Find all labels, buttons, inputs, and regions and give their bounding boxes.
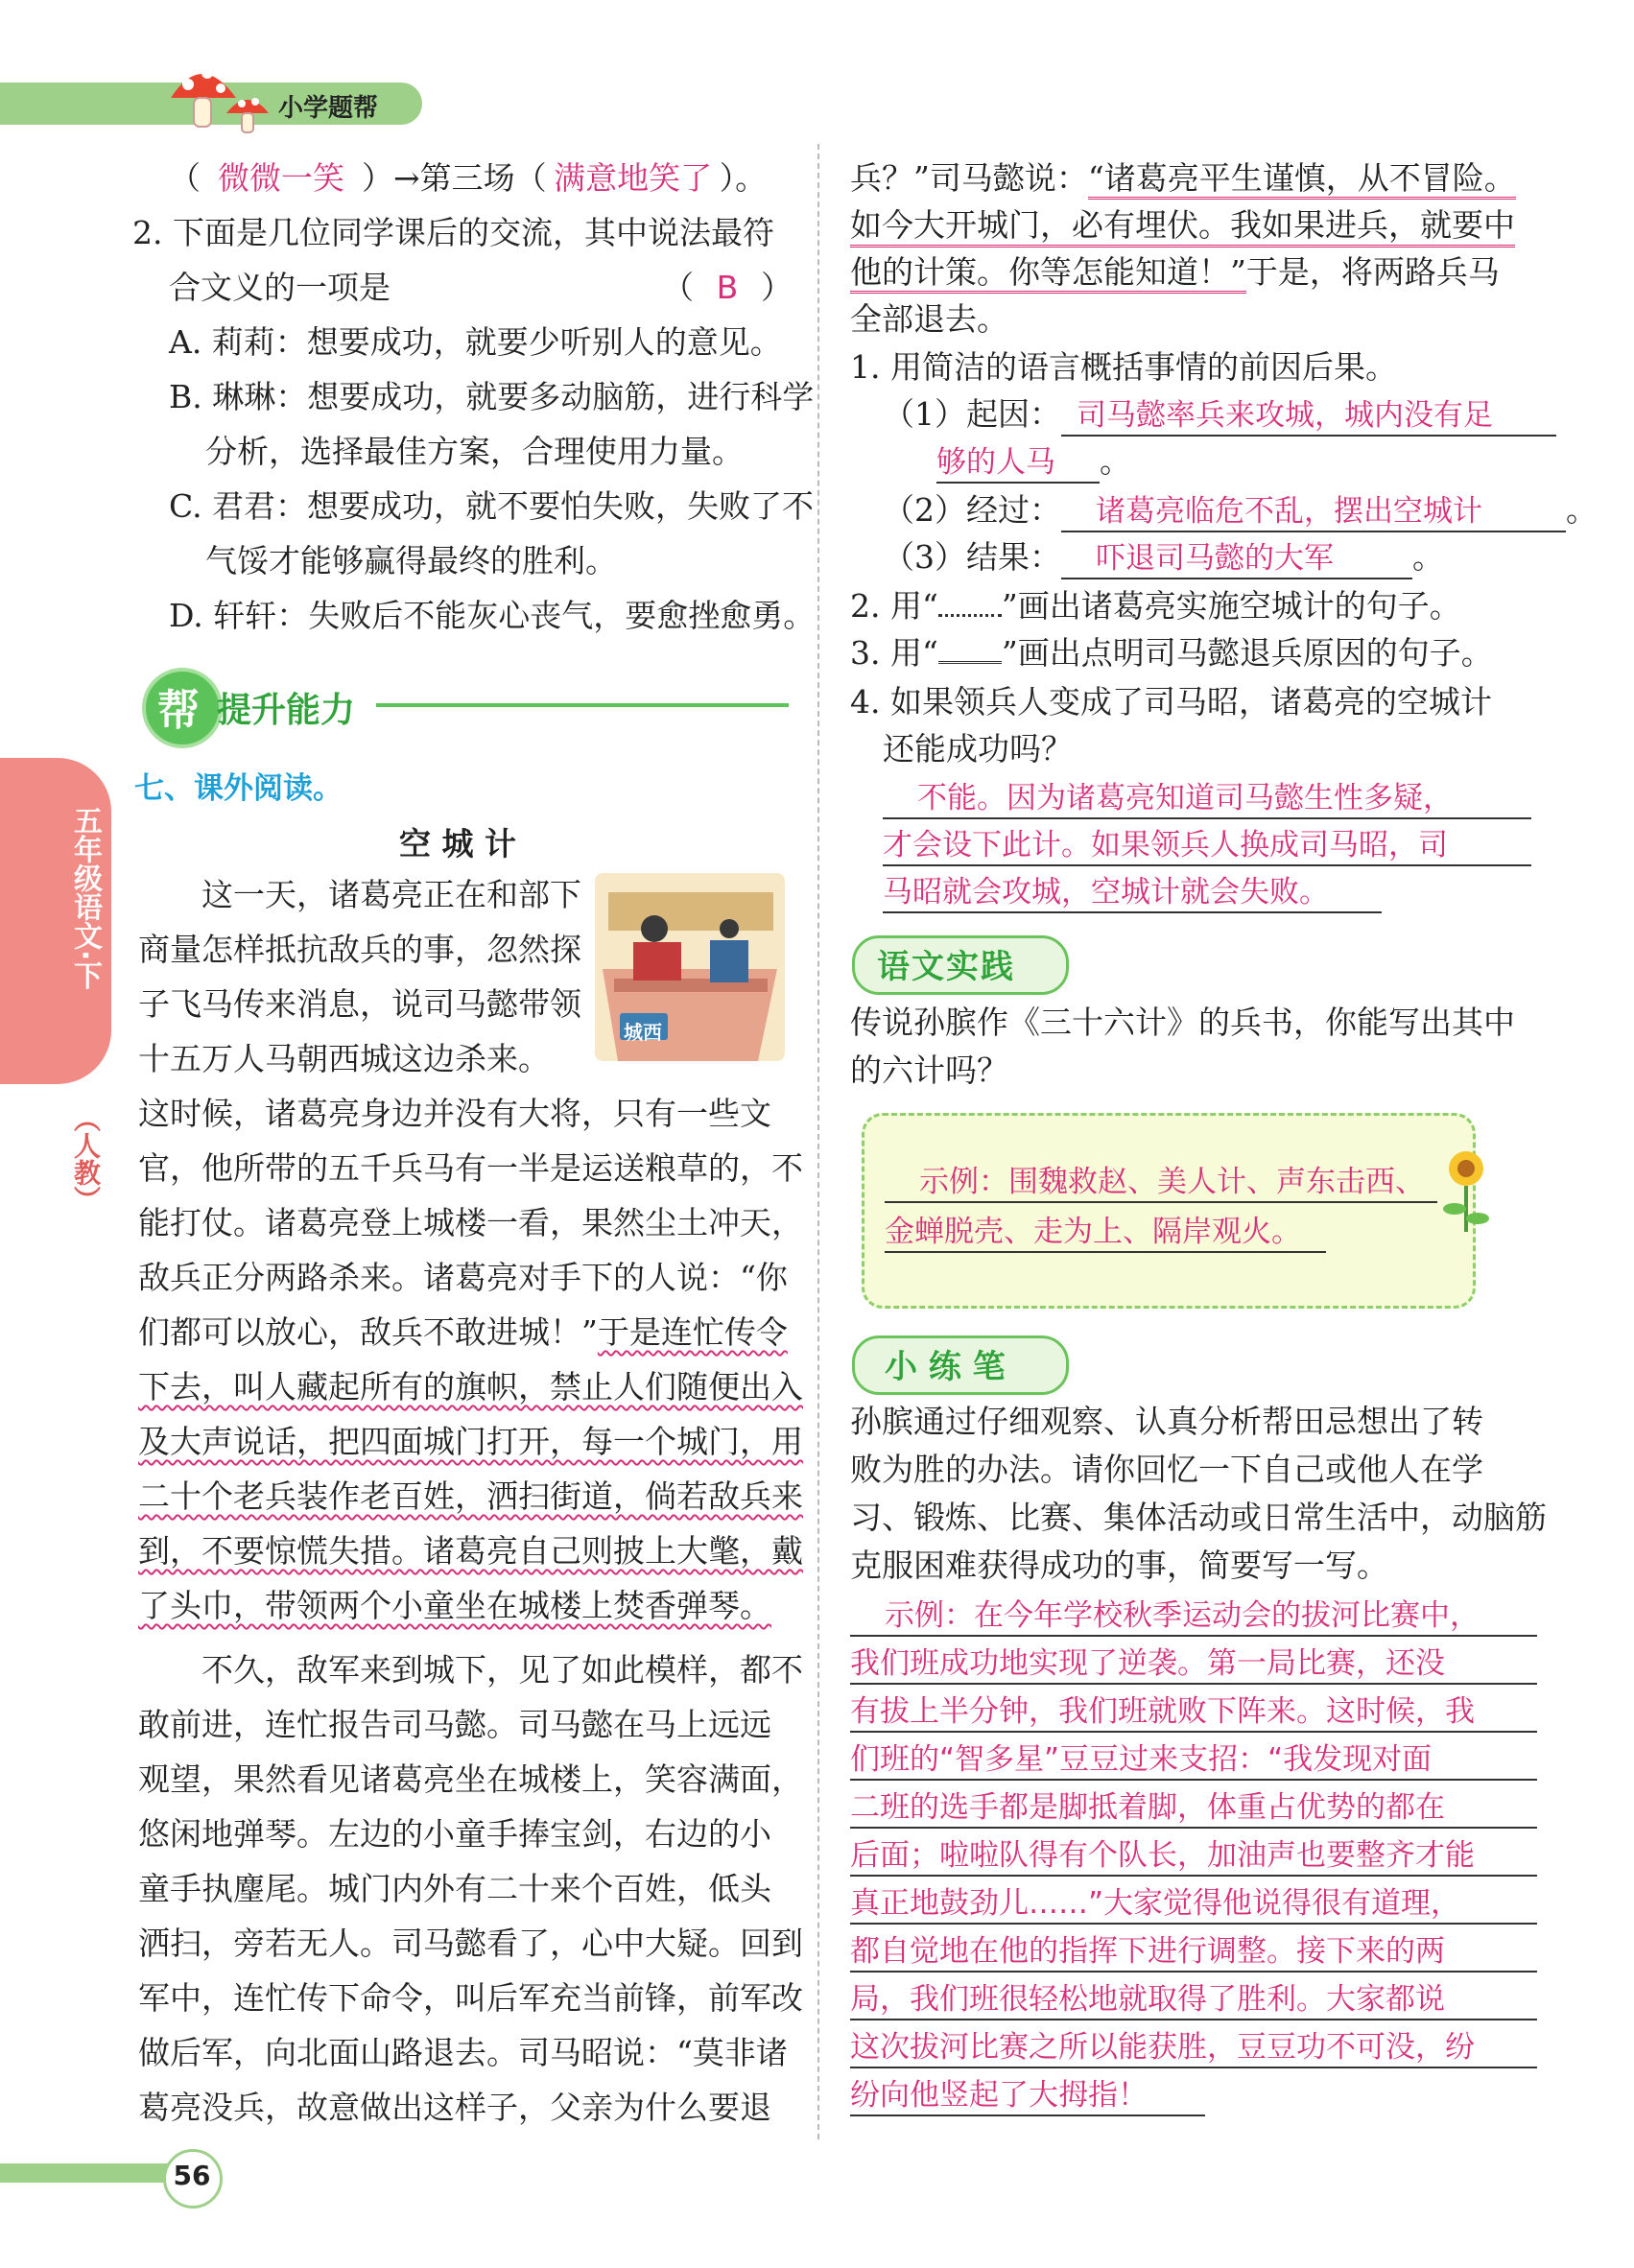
writing-q: 孙膑通过仔细观察、认真分析帮田忌想出了转: [850, 1403, 1483, 1440]
q2-option-c-cont: 气馁才能够赢得最终的胜利。: [205, 542, 617, 579]
story-line: 们都可以放心，敌兵不敢进城！”于是连忙传令: [138, 1313, 788, 1351]
writing-answer: 这次拔河比赛之所以能获胜，豆豆功不可没，纷: [850, 2028, 1537, 2068]
writing-answer: 真正地鼓劲儿……”大家觉得他说得很有道理，: [850, 1884, 1537, 1925]
q1-tail: （ 微微一笑 ）→第三场（ 满意地笑了 ）。: [169, 159, 768, 197]
story-line: 不久，敌军来到城下，见了如此模样，都不: [201, 1651, 803, 1689]
q2-option-a: A. 莉莉：想要成功，就要少听别人的意见。: [169, 323, 782, 361]
story-line: 能打仗。诸葛亮登上城楼一看，果然尘土冲天，: [138, 1204, 803, 1241]
writing-answer: 后面；啦啦队得有个队长，加油声也要整齐才能: [850, 1836, 1537, 1877]
rq4-answer: 马昭就会攻城，空城计就会失败。: [883, 873, 1382, 913]
writing-answer: 示例：在今年学校秋季运动会的拔河比赛中，: [850, 1596, 1537, 1637]
footer-bar: [0, 2163, 182, 2183]
column-divider: [817, 144, 819, 2139]
story-line: 敌兵正分两路杀来。诸葛亮对手下的人说：“你: [138, 1259, 788, 1296]
story-line: 军中，连忙传下命令，叫后军充当前锋，前军改: [138, 1979, 803, 2017]
rq4-answer: 才会设下此计。如果领兵人换成司马昭，司: [883, 826, 1531, 866]
story-line: 悠闲地弹琴。左边的小童手捧宝剑，右边的小: [138, 1815, 771, 1853]
brand-label: 小学题帮: [278, 94, 379, 123]
mushroom-icon: [163, 56, 278, 142]
writing-answer: 们班的“智多星”豆豆过来支招：“我发现对面: [850, 1740, 1537, 1781]
story-title: 空 城 计: [399, 825, 516, 862]
story-cont-line: 全部退去。: [850, 300, 1008, 338]
section-badge-char: 帮: [157, 686, 200, 735]
illustration-caption: 城西: [624, 1021, 662, 1044]
writing-answer: 我们班成功地实现了逆袭。第一局比赛，还没: [850, 1644, 1537, 1685]
story-line: 童手执麈尾。城门内外有二十来个百姓，低头: [138, 1870, 771, 1907]
sunflower-icon: [1437, 1147, 1495, 1234]
side-tab-edition: （人教）: [70, 1105, 102, 1213]
writing-answer: 二班的选手都是脚抵着脚，体重占优势的都在: [850, 1788, 1537, 1829]
story-line: 商量怎样抵抗敌兵的事，忽然探: [138, 931, 581, 968]
story-line: 十五万人马朝西城这边杀来。: [138, 1040, 550, 1077]
rq1-result: （3）结果： 吓退司马懿的大军 。: [883, 538, 1444, 579]
story-line-marked: 及大声说话，把四面城门打开，每一个城门，用: [138, 1423, 803, 1460]
q2-answer-paren: （ B ）: [662, 269, 793, 306]
story-cont-line: 他的计策。你等怎能知道！”于是，将两路兵马: [850, 253, 1500, 292]
writing-q: 克服困难获得成功的事，简要写一写。: [850, 1547, 1388, 1584]
story-line: 官，他所带的五千兵马有一半是运送粮草的，不: [138, 1149, 803, 1187]
rq4-answer: 不能。因为诸葛亮知道司马懿生性多疑，: [883, 779, 1531, 819]
story-line-marked: 了头巾，带领两个小童坐在城楼上焚香弹琴。: [138, 1587, 771, 1624]
section-rule: [376, 703, 789, 707]
story-cont-line: 兵？”司马懿说：“诸葛亮平生谨慎，从不冒险。: [850, 159, 1516, 198]
q7-title: 七、课外阅读。: [134, 771, 343, 806]
rq4-line1: 4. 如果领兵人变成了司马昭，诸葛亮的空城计: [850, 683, 1492, 721]
story-cont-line: 如今大开城门，必有埋伏。我如果进兵，就要中: [850, 206, 1515, 248]
writing-answer: 局，我们班很轻松地就取得了胜利。大家都说: [850, 1980, 1537, 2020]
rq1-cause: （1）起因： 司马懿率兵来攻城，城内没有足: [883, 395, 1556, 437]
story-line-marked: 到，不要惊慌失措。诸葛亮自己则披上大氅，戴: [138, 1532, 803, 1570]
practice-title: 语文实践: [877, 948, 1015, 986]
story-line-marked: 下去，叫人藏起所有的旗帜，禁止人们随便出入: [138, 1368, 803, 1406]
rq1: 1. 用简洁的语言概括事情的前因后果。: [850, 348, 1397, 386]
writing-title: 小 练 笔: [885, 1348, 1006, 1386]
writing-q: 习、锻炼、比赛、集体活动或日常生活中，动脑筋: [850, 1499, 1547, 1536]
writing-q: 败为胜的办法。请你回忆一下自己或他人在学: [850, 1451, 1483, 1488]
rq4-line2: 还能成功吗？: [883, 730, 1073, 768]
q2-option-d: D. 轩轩：失败后不能灰心丧气，要愈挫愈勇。: [169, 597, 816, 634]
q2-option-b-cont: 分析，选择最佳方案，合理使用力量。: [205, 433, 744, 470]
story-line: 这时候，诸葛亮身边并没有大将，只有一些文: [138, 1095, 771, 1132]
writing-answer: 纷向他竖起了大拇指！: [850, 2076, 1205, 2116]
story-line: 子飞马传来消息，说司马懿带领: [138, 985, 581, 1023]
q2-answer: B: [716, 269, 739, 306]
practice-q: 传说孙膑作《三十六计》的兵书，你能写出其中: [850, 1004, 1515, 1041]
q2-line2: 合文义的一项是: [169, 269, 391, 306]
story-line: 这一天，诸葛亮正在和部下: [201, 876, 581, 913]
writing-answer: 都自觉地在他的指挥下进行调整。接下来的两: [850, 1932, 1537, 1973]
story-line: 做后军，向北面山路退去。司马昭说：“莫非诸: [138, 2034, 788, 2071]
page-number: 56: [173, 2160, 211, 2191]
rq2: 2. 用“ ”画出诸葛亮实施空城计的句子。: [850, 587, 1461, 625]
rq3: 3. 用“ ”画出点明司马懿退兵原因的句子。: [850, 634, 1493, 672]
rq1-cause-cont: 够的人马 。: [936, 442, 1131, 484]
side-tab-grade: 五年级语文·下: [68, 806, 102, 990]
story-line-marked: 二十个老兵装作老百姓，洒扫街道，倘若敌兵来: [138, 1477, 803, 1515]
practice-answer-box: [862, 1113, 1476, 1309]
practice-q: 的六计吗？: [850, 1051, 1008, 1089]
practice-answer: 示例：围魏救赵、美人计、声东击西、: [885, 1163, 1437, 1203]
story-line: 敢前进，连忙报告司马懿。司马懿在马上远远: [138, 1706, 771, 1743]
story-line: 葛亮没兵，故意做出这样子，父亲为什么要退: [138, 2089, 771, 2126]
story-line: 洒扫，旁若无人。司马懿看了，心中大疑。回到: [138, 1925, 803, 1962]
section-title: 提升能力: [217, 691, 356, 730]
q2-option-c: C. 君君：想要成功，就不要怕失败，失败了不: [169, 487, 815, 525]
q2-option-b: B. 琳琳：想要成功，就要多动脑筋，进行科学: [169, 378, 815, 415]
rq1-process: （2）经过： 诸葛亮临危不乱，摆出空城计 。: [883, 491, 1598, 532]
story-line: 观望，果然看见诸葛亮坐在城楼上，笑容满面，: [138, 1760, 803, 1798]
practice-answer: 金蝉脱壳、走为上、隔岸观火。: [885, 1213, 1326, 1253]
writing-answer: 有拔上半分钟，我们班就败下阵来。这时候，我: [850, 1692, 1537, 1733]
q2-line1: 2. 下面是几位同学课后的交流，其中说法最符: [132, 214, 774, 251]
